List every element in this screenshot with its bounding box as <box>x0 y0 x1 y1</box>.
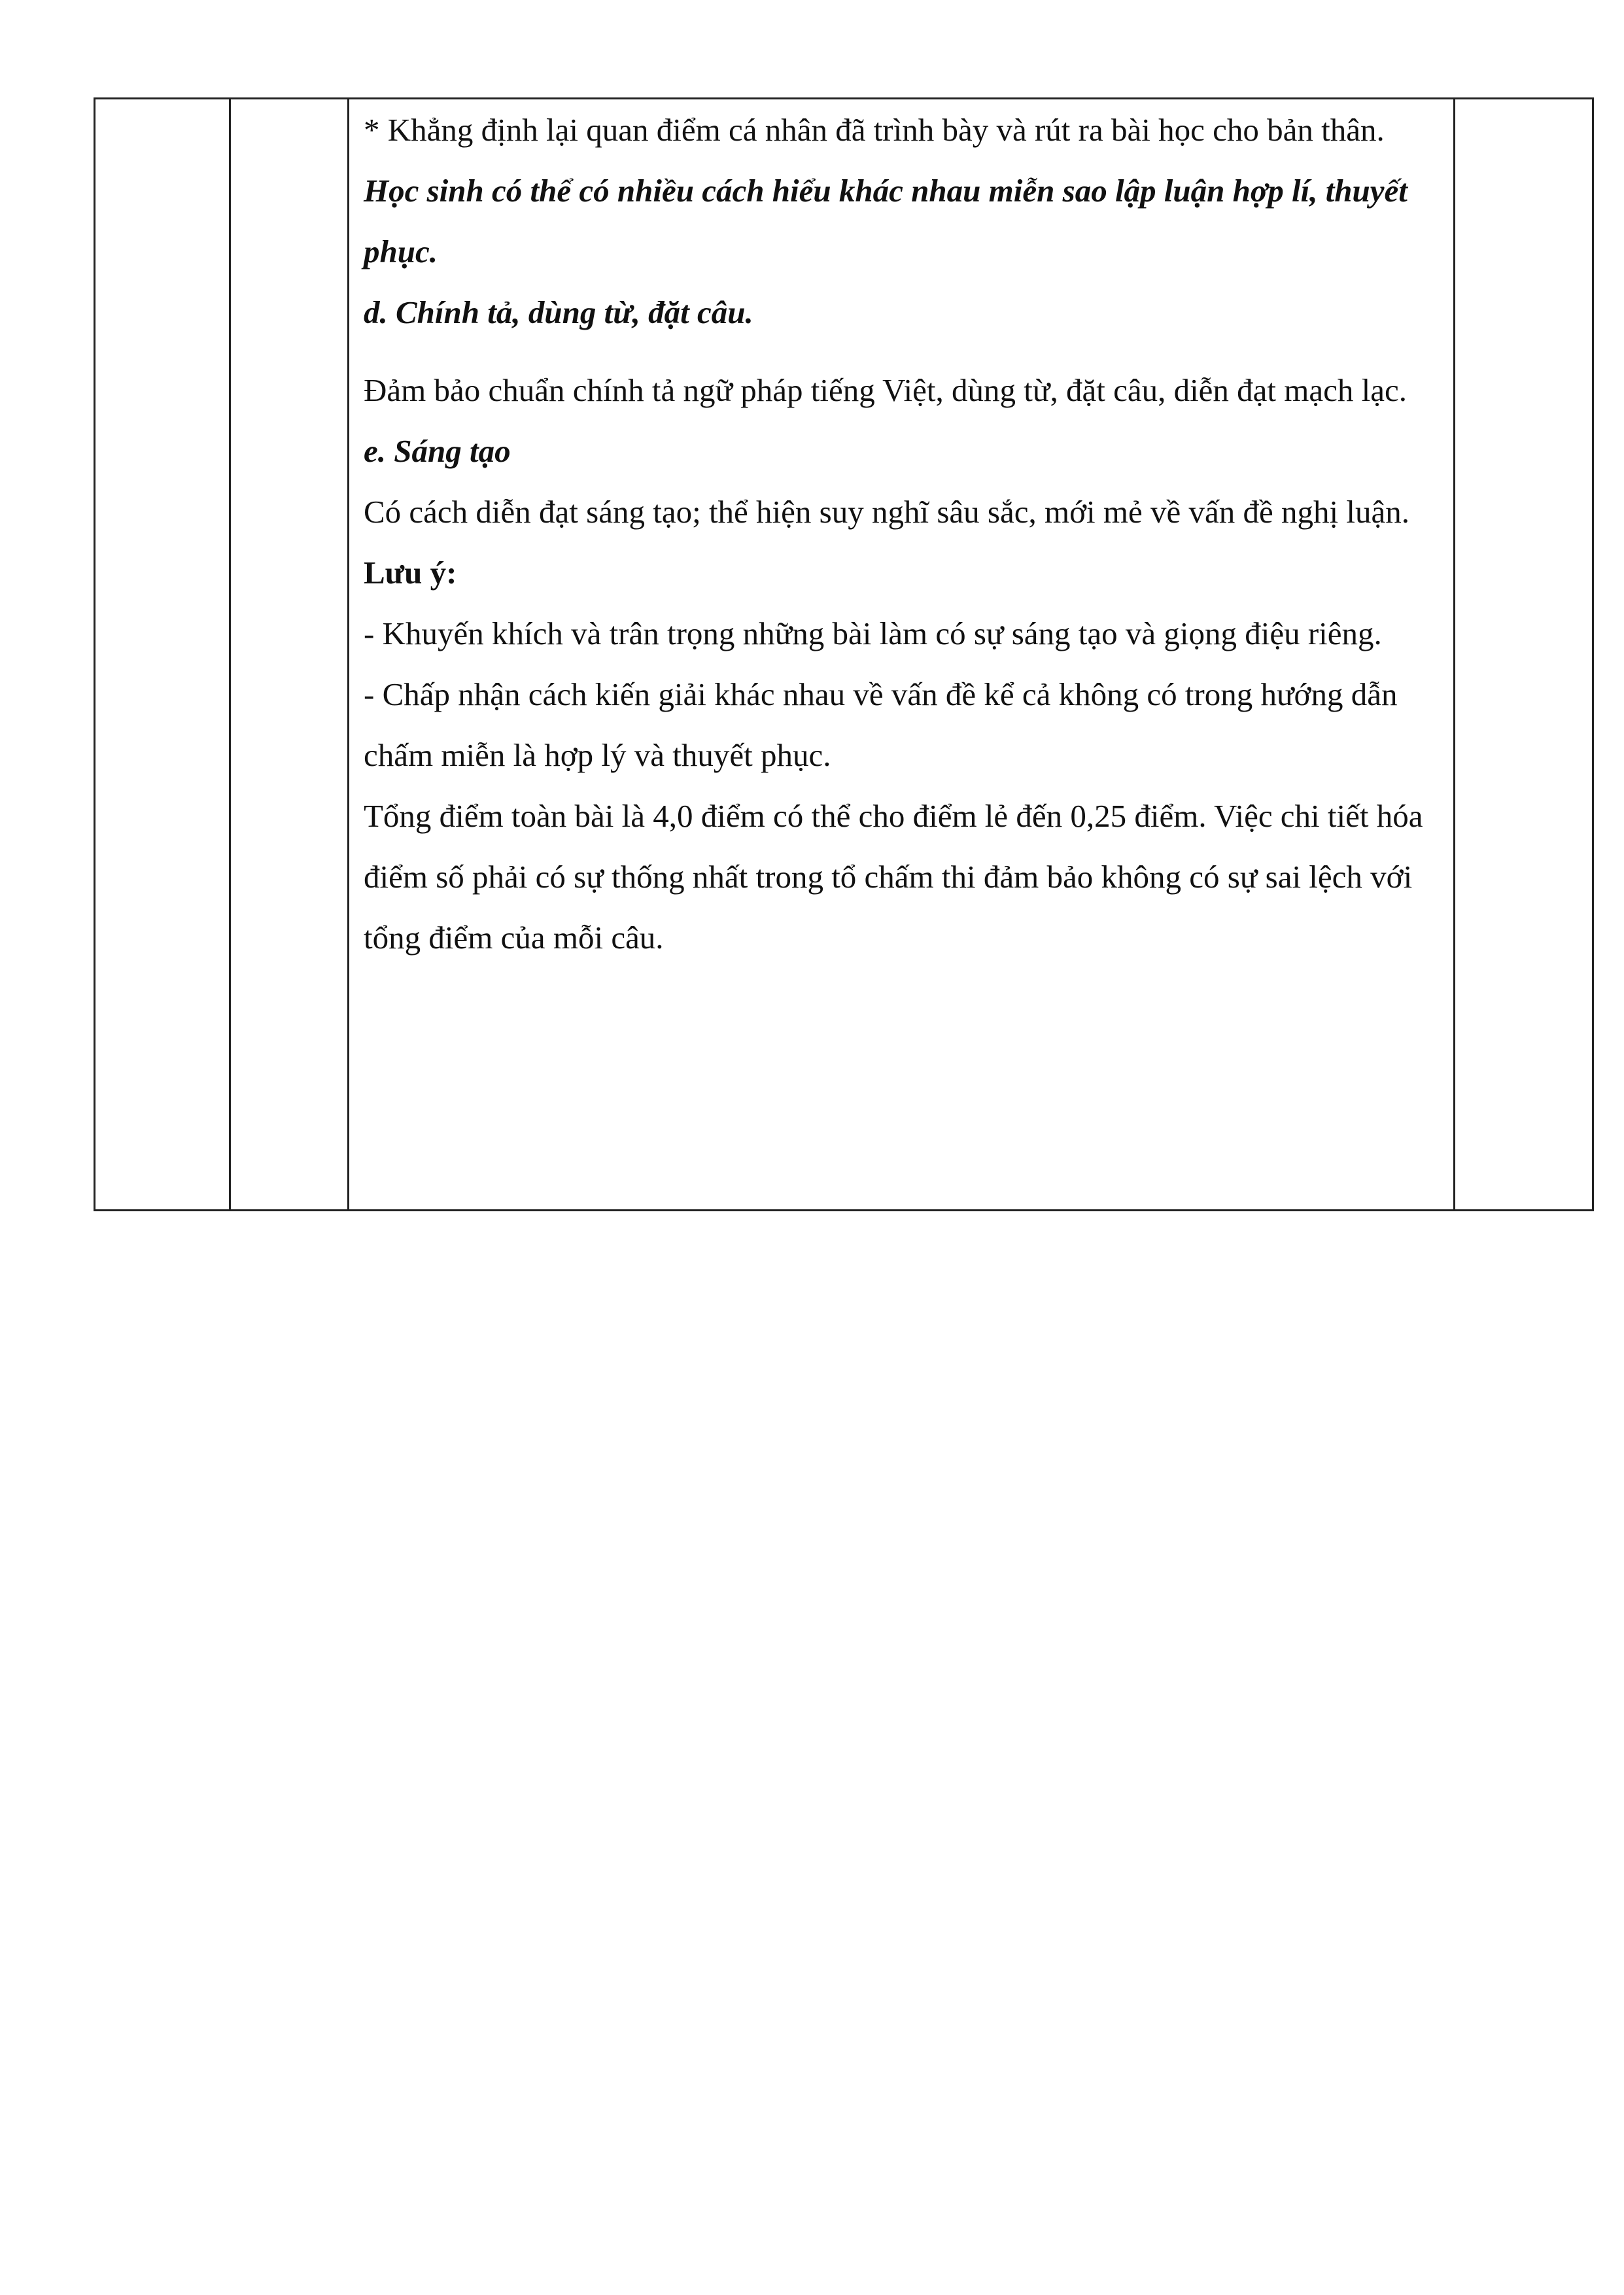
score-cell <box>1455 99 1593 1211</box>
part-cell <box>230 99 349 1211</box>
table-row <box>95 99 1593 1211</box>
section-d-text: Đảm bảo chuẩn chính tả ngữ pháp tiếng Việt, dùng từ, đặt câu, diễn đạt mạch lạc. <box>364 372 1408 408</box>
grading-table <box>94 97 1594 1211</box>
section-d-heading: d. Chính tả, dùng từ, đặt câu. <box>364 294 753 330</box>
section-e-heading: e. Sáng tạo <box>364 433 511 469</box>
total-score-paragraph: Tổng điểm toàn bài là 4,0 điểm có thể cho điểm lẻ đến 0,25 điểm. Việc chi tiết hóa điểm số phải có sự thống nhất trong tổ chấm thi đảm bảo không có sự sai lệch với tổng điểm của mỗi câu. <box>364 798 1423 956</box>
note-item-2: - Chấp nhận cách kiến giải khác nhau về vấn đề kể cả không có trong hướng dẫn chấm miễn là hợp lý và thuyết phục. <box>364 676 1398 773</box>
note-paragraph: Học sinh có thể có nhiều cách hiểu khác nhau miễn sao lập luận hợp lí, thuyết phục. <box>364 173 1408 269</box>
note-item-1: - Khuyến khích và trân trọng những bài làm có sự sáng tạo và giọng điệu riêng. <box>364 615 1382 651</box>
grading-guidance <box>364 99 1439 968</box>
note-heading: Lưu ý: <box>364 555 457 591</box>
content-cell <box>349 99 1455 1211</box>
section-e-text: Có cách diễn đạt sáng tạo; thể hiện suy nghĩ sâu sắc, mới mẻ về vấn đề nghị luận. <box>364 494 1409 530</box>
question-number-cell <box>95 99 230 1211</box>
conclusion-paragraph: * Khẳng định lại quan điểm cá nhân đã trình bày và rút ra bài học cho bản thân. <box>364 112 1385 148</box>
